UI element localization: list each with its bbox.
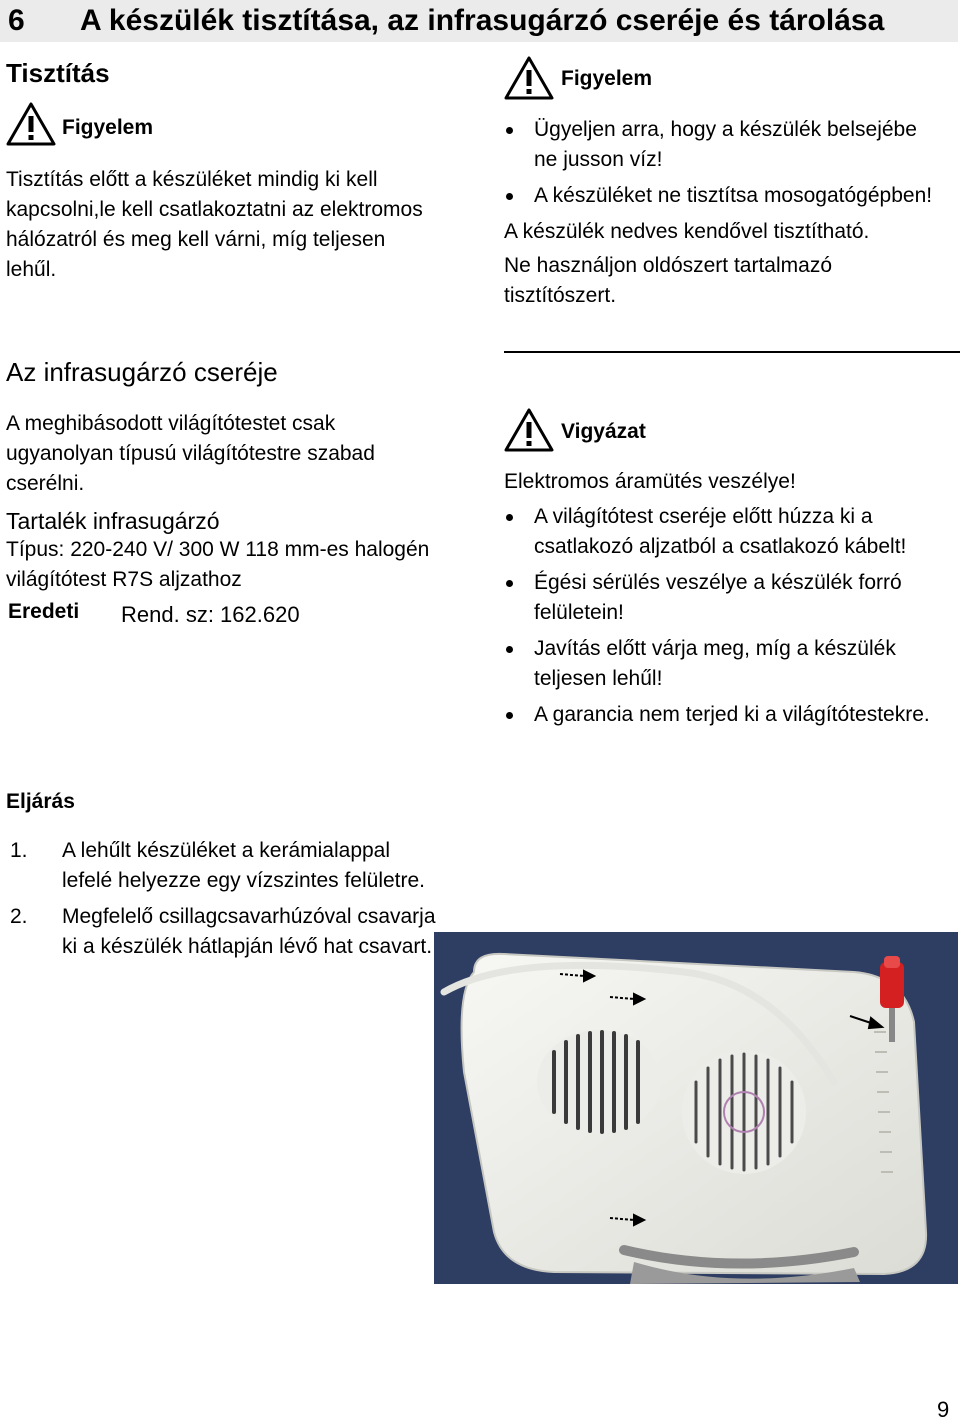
cleaning-warning-label: Figyelem [62,116,154,139]
list-item: Égési sérülés veszélye a készülék forró felületein! [504,568,954,628]
list-item: Javítás előtt várja meg, míg a készülék teljesen lehűl! [504,634,954,694]
device-illustration [434,932,958,1284]
caution-label: Vigyázat [561,420,646,443]
right-warning-label: Figyelem [561,67,653,90]
procedure-heading: Eljárás [6,790,75,813]
section-divider [504,351,960,353]
original-label: Eredeti [8,600,80,623]
right-vent [682,1050,806,1174]
right-warning-body [504,115,944,311]
order-number: Rend. sz: 162.620 [121,602,300,627]
caution-bullets [504,502,954,736]
spare-type: Típus: 220-240 V/ 300 W 118 mm-es halogén világítótest R7S aljzathoz [6,538,430,591]
list-item: Ügyeljen arra, hogy a készülék belsejébe ne jusson víz! [504,115,944,175]
replacement-heading: Az infrasugárzó cseréje [6,357,278,387]
step-text: A lehűlt készüléket a kerámialappal lefelé helyezze egy vízszintes felületre. [62,839,426,892]
step-text: Megfelelő csillagcsavarhúzóval csavarja ki a készülék hátlapján lévő hat csavart. [62,905,436,958]
paragraph: Ne használjon oldószert tartalmazó tisztítószert. [504,254,833,307]
left-vent [537,1030,661,1134]
cleaning-warning-icon [6,102,56,151]
step-number: 2. [10,905,28,928]
caution-danger-text: Elektromos áramütés veszélye! [504,470,796,493]
step-number: 1. [10,839,28,862]
chapter-title: A készülék tisztítása, az infrasugárzó cseréje és tárolása [80,4,885,37]
right-warning-icon [504,56,554,105]
chapter-number: 6 [8,4,25,37]
replacement-intro: A meghibásodott világítótestet csak ugyanolyan típusú világítótestre szabad cserélni. [6,412,375,495]
paragraph: A készülék nedves kendővel tisztítható. [504,220,870,243]
list-item: A garancia nem terjed ki a világítótestekre. [504,700,954,730]
cleaning-warning-text: Tisztítás előtt a készüléket mindig ki kell kapcsolni,le kell csatlakoztatni az elektromos hálózatról és meg kell várni, míg teljesen lehűl. [6,168,423,281]
right-warning-bullets [504,115,944,211]
list-item: A készüléket ne tisztítsa mosogatógépben! [504,181,944,211]
list-item [6,836,436,896]
caution-warning-icon [504,408,554,457]
list-item: A világítótest cseréje előtt húzza ki a csatlakozó aljzatból a csatlakozó kábelt! [504,502,954,562]
spare-heading: Tartalék infrasugárzó [6,508,220,534]
procedure-steps [6,836,436,968]
cleaning-heading: Tisztítás [6,58,110,88]
device-photo [434,932,958,1284]
list-item [6,902,436,962]
page-number: 9 [937,1397,950,1422]
